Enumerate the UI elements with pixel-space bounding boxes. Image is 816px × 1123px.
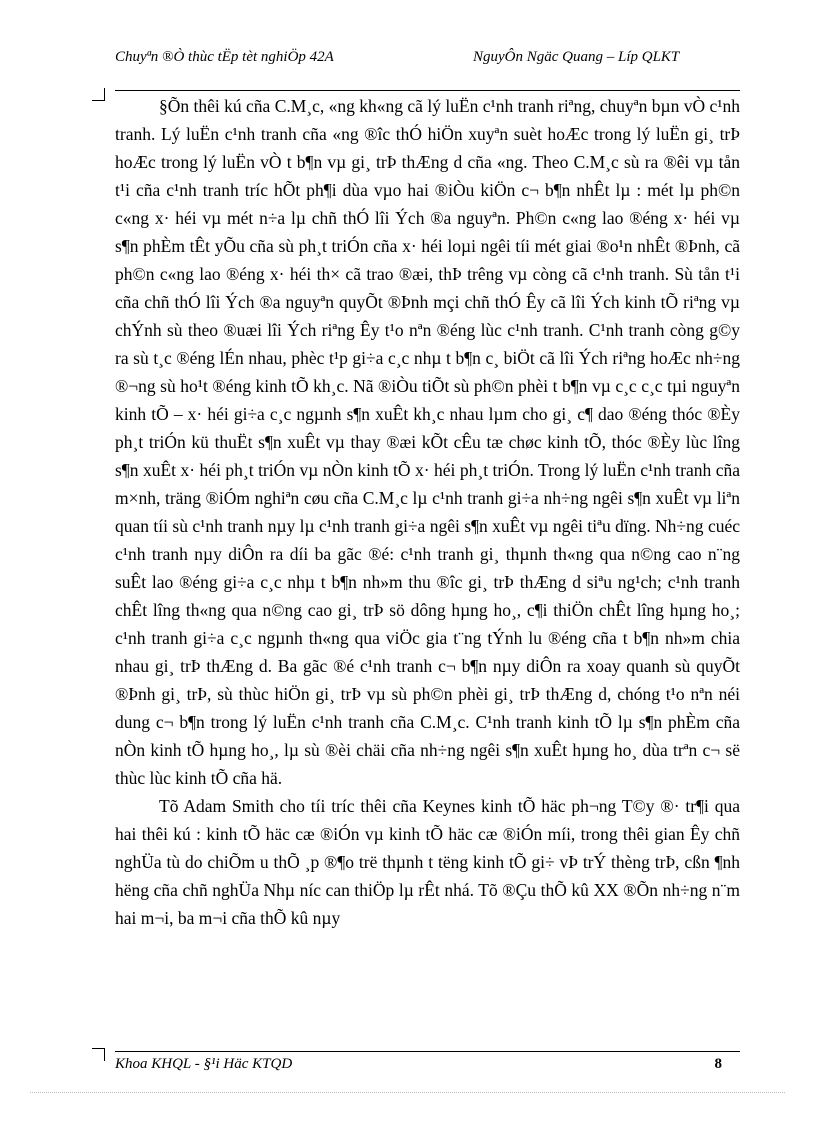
footer-rule: [115, 1051, 740, 1052]
page-header: [115, 48, 740, 88]
crop-mark-bottom-left: [92, 1048, 105, 1061]
header-title-left: Chuyªn ®Ò thùc tËp tèt nghiÖp 42A: [115, 49, 334, 65]
header-title-right: NguyÔn Ngäc Quang – Líp QLKT: [473, 49, 680, 65]
header-rule: [115, 90, 740, 91]
paragraph-2: Tõ Adam Smith cho tíi tríc thêi cña Keynes kinh tÕ häc ph¬ng T©y ®· tr¶i qua hai thêi kú : kinh tÕ häc cæ ®iÓn vµ kinh tÕ häc cæ ®iÓn míi, trong thêi gian Êy chñ nghÜa tù do chiÕm u thÕ ¸p ®¶o trë thµnh t tëng kinh tÕ gi÷ vÞ trÝ thèng trÞ, cßn ¶nh hëng cña chñ nghÜa Nhµ níc can thiÖp lµ rÊt nhá. Tõ ®Çu thÕ kû XX ®Õn nh÷ng n¨m hai m¬i, ba m¬i cña thÕ kû nµy: [115, 796, 740, 928]
paragraph-1: §Õn thêi kú cña C.M¸c, «ng kh«ng cã lý luËn c¹nh tranh riªng, chuyªn bµn vÒ c¹nh tranh. Lý luËn c¹nh tranh cña «ng ®îc thÓ hiÖn xuyªn suèt hoÆc trong lý luËn gi¸ trÞ hoÆc trong lý luËn vÒ t b¶n vµ gi¸ trÞ thÆng d cña «ng. Theo C.M¸c sù ra ®êi vµ tån t¹i cña c¹nh tranh tríc hÕt ph¶i dùa vµo hai ®iÒu kiÖn c¬ b¶n nhÊt lµ : mét lµ ph©n c«ng x· héi vµ mét n÷a lµ chñ thÓ lîi Ých ®a nguyªn. Ph©n c«ng lao ®éng x· héi vµ s¶n phÈm tÊt yÕu cña sù ph¸t triÓn cña x· héi loµi ngêi tíi mét giai ®o¹n nhÊt ®Þnh, cã ph©n c«ng lao ®éng x· héi th× cã trao ®æi, thÞ trêng vµ còng cã c¹nh tranh. Sù tån t¹i cña chñ thÓ lîi Ých ®a nguyªn quyÕt ®Þnh mçi chñ thÓ Êy cã lîi Ých kinh tÕ riªng vµ chÝnh sù theo ®uæi lîi Ých riªng Êy t¹o nªn ®éng lùc c¹nh tranh. C¹nh tranh còng g©y ra sù t¸c ®éng lÉn nhau, phèc t¹p gi÷a c¸c nhµ t b¶n c¸ biÖt cã lîi Ých riªng hoÆc nh÷ng ®¬ng sù ho¹t ®éng kinh tÕ kh¸c. Nã ®iÒu tiÕt sù ph©n phèi t b¶n vµ c¸c c¸c tµi nguyªn kinh tÕ – x· héi gi÷a c¸c ngµnh s¶n xuÊt kh¸c nhau lµm cho gi¸ c¶ dao ®éng thóc ®Èy ph¸t triÓn kü thuËt s¶n xuÊt vµ thay ®æi kÕt cÊu tæ chøc kinh tÕ, thóc ®Èy lùc lîng s¶n xuÊt x· héi ph¸t triÓn vµ nÒn kinh tÕ x· héi ph¸t triÓn. Trong lý luËn c¹nh tranh cña m×nh, träng ®iÓm nghiªn cøu cña C.M¸c lµ c¹nh tranh gi÷a nh÷ng ngêi s¶n xuÊt vµ liªn quan tíi sù c¹nh tranh nµy lµ c¹nh tranh gi÷a ngêi s¶n xuÊt vµ ngêi tiªu dïng. Nh÷ng cuéc c¹nh tranh nµy diÔn ra díi ba gãc ®é: c¹nh tranh gi¸ thµnh th«ng qua n©ng cao n¨ng suÊt lao ®éng gi÷a c¸c nhµ t b¶n nh»m thu ®îc gi¸ trÞ thÆng d siªu ng¹ch; c¹nh tranh chÊt lîng th«ng qua n©ng cao gi¸ trÞ sö dông hµng ho¸, c¶i thiÖn chÊt lîng hµng ho¸; c¹nh tranh gi÷a c¸c ngµnh th«ng qua viÖc gia t¨ng tÝnh lu ®éng cña t b¶n nh»m chia nhau gi¸ trÞ thÆng d. Ba gãc ®é c¹nh tranh c¬ b¶n nµy diÔn ra xoay quanh sù quyÕt ®Þnh gi¸ trÞ, sù thùc hiÖn gi¸ trÞ vµ sù ph©n phèi gi¸ trÞ thÆng d, chóng t¹o nªn néi dung c¬ b¶n trong lý luËn c¹nh tranh cña C.M¸c. C¹nh tranh kinh tÕ lµ s¶n phÈm cña nÒn kinh tÕ hµng ho¸, lµ sù ®èi chäi cña nh÷ng ngêi s¶n xuÊt hµng ho¸ dùa trªn c¬ së thùc lùc kinh tÕ cña hä.: [115, 96, 740, 788]
page-footer: [115, 1055, 740, 1075]
crop-mark-top-left: [92, 88, 105, 101]
page-number: 8: [714, 1056, 722, 1072]
footer-faculty: Khoa KHQL - §¹i Häc KTQD: [115, 1056, 293, 1072]
page-break-line: [30, 1092, 785, 1093]
page-body: [115, 92, 740, 932]
